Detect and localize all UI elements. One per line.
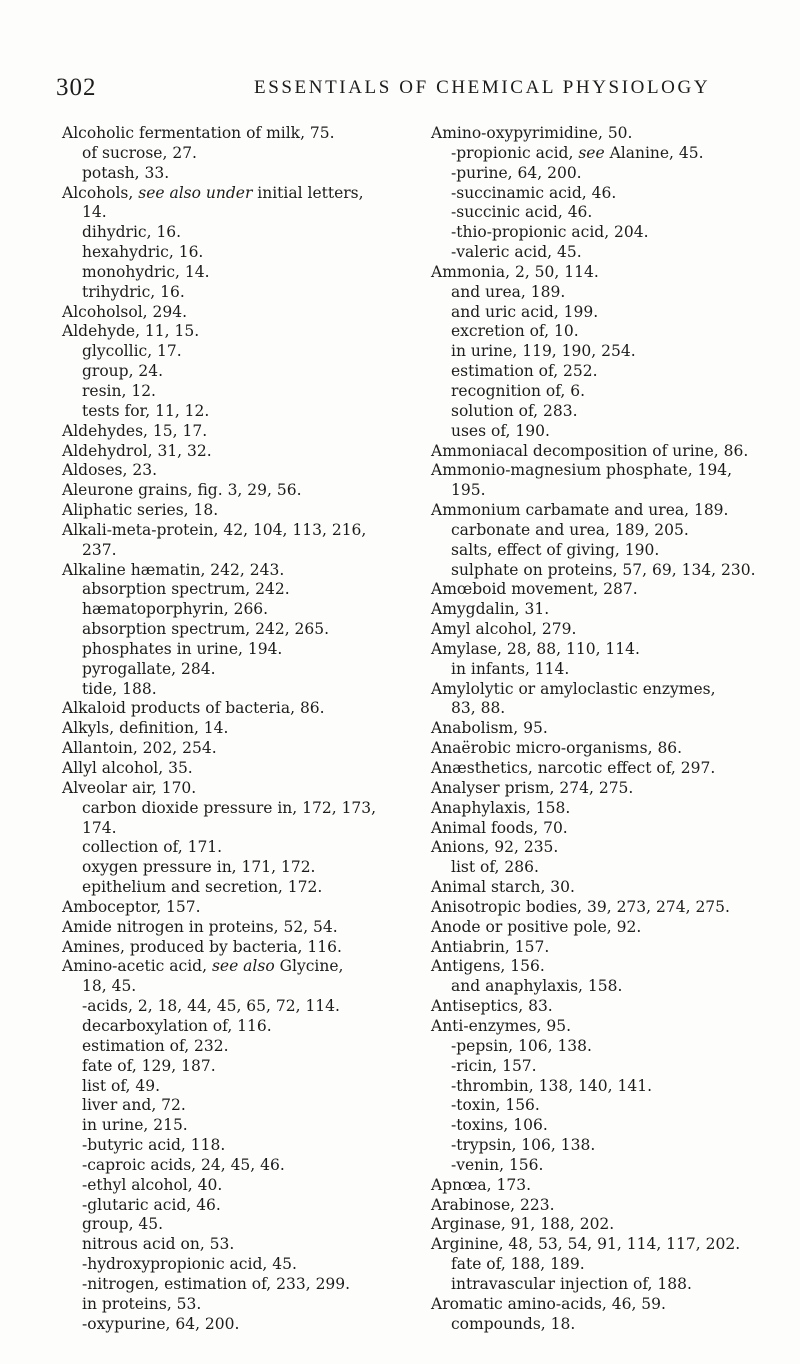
index-entry: -hydroxypropionic acid, 45. — [82, 1255, 297, 1274]
index-entry: absorption spectrum, 242, 265. — [82, 620, 330, 639]
index-entry: monohydric, 14. — [82, 262, 210, 281]
index-entry: dihydric, 16. — [82, 223, 182, 242]
index-entry: -toxins, 106. — [451, 1116, 548, 1135]
index-entry: in infants, 114. — [451, 659, 570, 678]
index-entry: sulphate on proteins, 57, 69, 134, 230. — [451, 560, 756, 579]
index-entry: Alkali-meta-protein, 42, 104, 113, 216, — [62, 520, 367, 539]
index-entry: Aldehyde, 11, 15. — [62, 322, 200, 341]
index-entry: Amœboid movement, 287. — [431, 580, 638, 599]
index-entry: 174. — [82, 818, 117, 837]
index-entry: -succinic acid, 46. — [451, 203, 593, 222]
index-entry: Antiseptics, 83. — [431, 997, 553, 1016]
index-entry: -thio-propionic acid, 204. — [451, 223, 649, 242]
index-column-right — [431, 124, 776, 1334]
index-entry: Amino-oxypyrimidine, 50. — [431, 124, 633, 142]
index-entry: Animal foods, 70. — [431, 818, 568, 837]
index-entry: Amygdalin, 31. — [431, 600, 550, 619]
index-entry: Antigens, 156. — [431, 957, 545, 976]
index-entry: collection of, 171. — [82, 838, 223, 857]
index-entry: absorption spectrum, 242. — [82, 580, 290, 599]
index-entry: pyrogallate, 284. — [82, 659, 216, 678]
index-entry: compounds, 18. — [451, 1314, 576, 1333]
index-entry: Antiabrin, 157. — [431, 937, 550, 956]
index-entry: Animal starch, 30. — [431, 878, 575, 897]
index-entry: resin, 12. — [82, 381, 156, 400]
index-entry: Anæsthetics, narcotic effect of, 297. — [431, 759, 716, 777]
index-entry: 83, 88. — [451, 699, 506, 718]
index-entry: uses of, 190. — [451, 421, 550, 440]
index-entry: Alkyls, definition, 14. — [62, 719, 229, 738]
index-entry: Amylase, 28, 88, 110, 114. — [431, 639, 640, 658]
index-entry: estimation of, 252. — [451, 362, 598, 381]
index-entry: in urine, 215. — [82, 1116, 188, 1135]
index-entry: Ammoniacal decomposition of urine, 86. — [431, 441, 749, 460]
index-entry: -oxypurine, 64, 200. — [82, 1314, 240, 1333]
index-entry: in proteins, 53. — [82, 1294, 202, 1313]
index-entry: Arginine, 48, 53, 54, 91, 114, 117, 202. — [431, 1235, 741, 1254]
index-entry: epithelium and secretion, 172. — [82, 878, 323, 897]
index-entry: of sucrose, 27. — [82, 143, 197, 162]
index-entry: liver and, 72. — [82, 1096, 186, 1115]
index-entry: potash, 33. — [82, 163, 170, 182]
index-entry: Apnœa, 173. — [431, 1175, 532, 1194]
index-entry: Aldehydrol, 31, 32. — [62, 441, 212, 460]
index-entry: decarboxylation of, 116. — [82, 1016, 272, 1035]
index-entry: Amino-acetic acid, see also Glycine, — [62, 957, 344, 976]
index-entry: 18, 45. — [82, 977, 137, 996]
index-entry: and uric acid, 199. — [451, 302, 599, 321]
index-entry: Arginase, 91, 188, 202. — [431, 1215, 615, 1234]
running-title: ESSENTIALS OF CHEMICAL PHYSIOLOGY — [254, 77, 711, 98]
index-entry: Anions, 92, 235. — [431, 838, 559, 857]
index-entry: Aldoses, 23. — [62, 461, 157, 480]
index-entry: trihydric, 16. — [82, 282, 185, 301]
index-entry: -nitrogen, estimation of, 233, 299. — [82, 1274, 351, 1293]
index-entry: -pepsin, 106, 138. — [451, 1036, 592, 1055]
index-entry: -butyric acid, 118. — [82, 1136, 226, 1155]
index-entry: Alcoholsol, 294. — [62, 302, 188, 321]
index-entry: Aleurone grains, fig. 3, 29, 56. — [62, 481, 302, 500]
index-entry: recognition of, 6. — [451, 381, 586, 400]
index-entry: and anaphylaxis, 158. — [451, 977, 623, 996]
index-entry: Anisotropic bodies, 39, 273, 274, 275. — [431, 897, 730, 916]
index-entry: Alcoholic fermentation of milk, 75. — [62, 124, 335, 142]
index-entry: -trypsin, 106, 138. — [451, 1136, 596, 1155]
index-entry: and urea, 189. — [451, 282, 566, 301]
index-entry: fate of, 188, 189. — [451, 1255, 585, 1274]
index-entry: list of, 49. — [82, 1076, 161, 1095]
index-entry: Alcohols, see also under initial letters, — [62, 183, 364, 202]
page-number: 302 — [56, 74, 97, 101]
index-entry: -valeric acid, 45. — [451, 243, 582, 262]
index-entry: Amylolytic or amyloclastic enzymes, — [431, 679, 716, 698]
index-entry: phosphates in urine, 194. — [82, 639, 283, 658]
running-header — [0, 74, 800, 104]
index-entry: -propionic acid, see Alanine, 45. — [451, 143, 704, 162]
index-entry: Anode or positive pole, 92. — [431, 917, 642, 936]
index-entry: Aliphatic series, 18. — [62, 501, 219, 520]
index-entry: solution of, 283. — [451, 401, 578, 420]
index-entry: -ethyl alcohol, 40. — [82, 1175, 223, 1194]
index-entry: oxygen pressure in, 171, 172. — [82, 858, 316, 877]
index-entry: glycollic, 17. — [82, 342, 182, 361]
index-entry: carbonate and urea, 189, 205. — [451, 520, 689, 539]
index-entry: Ammonio-magnesium phosphate, 194, — [431, 461, 733, 480]
index-entry: hexahydric, 16. — [82, 243, 204, 262]
index-entry: group, 45. — [82, 1215, 164, 1234]
index-entry: salts, effect of giving, 190. — [451, 540, 660, 559]
index-entry: Anti-enzymes, 95. — [431, 1016, 572, 1035]
index-entry: -toxin, 156. — [451, 1096, 540, 1115]
index-entry: Alkaline hæmatin, 242, 243. — [62, 560, 285, 579]
index-entry: excretion of, 10. — [451, 322, 579, 341]
index-entry: Analyser prism, 274, 275. — [431, 778, 634, 797]
index-entry: Alkaloid products of bacteria, 86. — [62, 699, 325, 718]
index-entry: group, 24. — [82, 362, 164, 381]
index-entry: -caproic acids, 24, 45, 46. — [82, 1155, 285, 1174]
index-entry: Arabinose, 223. — [431, 1195, 555, 1214]
index-entry: carbon dioxide pressure in, 172, 173, — [82, 798, 377, 817]
index-entry: estimation of, 232. — [82, 1036, 229, 1055]
index-entry: Allantoin, 202, 254. — [62, 739, 217, 758]
index-entry: Amide nitrogen in proteins, 52, 54. — [62, 917, 338, 936]
index-entry: Ammonium carbamate and urea, 189. — [431, 501, 729, 520]
index-entry: Amines, produced by bacteria, 116. — [62, 937, 342, 956]
index-entry: hæmatoporphyrin, 266. — [82, 600, 269, 619]
index-entry: tests for, 11, 12. — [82, 401, 210, 420]
index-entry: -ricin, 157. — [451, 1056, 537, 1075]
index-entry: -venin, 156. — [451, 1155, 544, 1174]
index-entry: -thrombin, 138, 140, 141. — [451, 1076, 652, 1095]
index-entry: in urine, 119, 190, 254. — [451, 342, 636, 361]
index-entry: 14. — [82, 203, 107, 222]
index-entry: -acids, 2, 18, 44, 45, 65, 72, 114. — [82, 997, 340, 1016]
index-entry: -glutaric acid, 46. — [82, 1195, 221, 1214]
index-entry: Anabolism, 95. — [431, 719, 548, 738]
index-entry: -succinamic acid, 46. — [451, 183, 617, 202]
index-entry: fate of, 129, 187. — [82, 1056, 216, 1075]
index-column-left — [62, 124, 402, 1334]
index-entry: Anaërobic micro-organisms, 86. — [431, 739, 683, 758]
index-entry: Anaphylaxis, 158. — [431, 798, 571, 817]
index-entry: Ammonia, 2, 50, 114. — [431, 262, 599, 281]
index-entry: -purine, 64, 200. — [451, 163, 582, 182]
index-entry: Alveolar air, 170. — [62, 778, 197, 797]
index-entry: nitrous acid on, 53. — [82, 1235, 235, 1254]
index-entry: Aromatic amino-acids, 46, 59. — [431, 1294, 666, 1313]
index-entry: Amboceptor, 157. — [62, 897, 201, 916]
index-entry: Aldehydes, 15, 17. — [62, 421, 208, 440]
index-entry: Amyl alcohol, 279. — [431, 620, 577, 639]
index-entry: 195. — [451, 481, 486, 500]
index-entry: list of, 286. — [451, 858, 539, 877]
index-entry: intravascular injection of, 188. — [451, 1274, 692, 1293]
index-entry: Allyl alcohol, 35. — [62, 759, 193, 777]
index-entry: 237. — [82, 540, 117, 559]
index-entry: tide, 188. — [82, 679, 157, 698]
